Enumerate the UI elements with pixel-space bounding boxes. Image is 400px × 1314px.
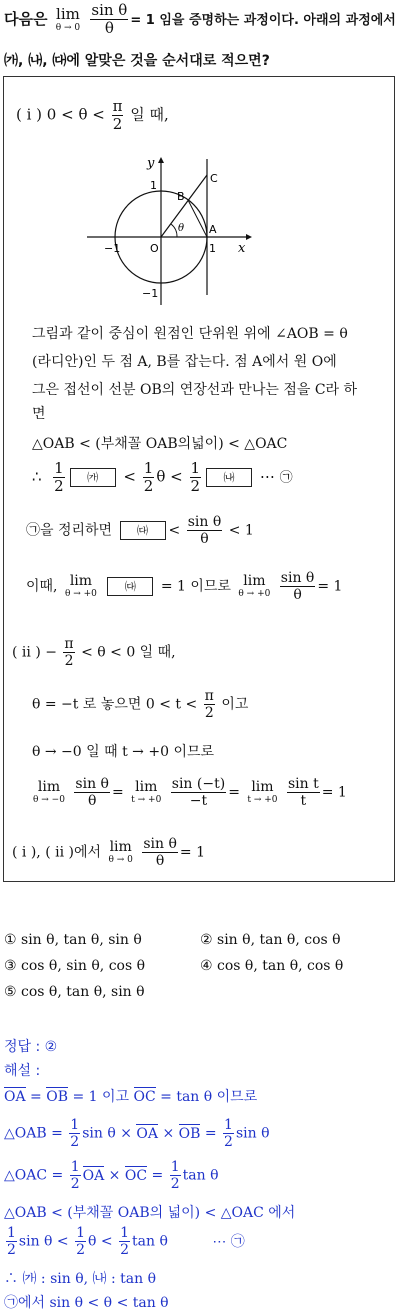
inequality-boxes: ∴ $\frac{1}{2}$ ㈎ < $\frac{1}{2}$ θ < $\frac{1}{2}$ ㈏ ⋯ ㉠ xyxy=(32,459,293,495)
expl-oab: △OAB = $\frac{1}{2}$ sin θ × OA × OB = $\frac{1}{2}$ sin θ xyxy=(4,1117,270,1150)
arrange-line: ㉠을 정리하면 ㈐ < $\frac{\text{sin θ}}{\theta}$ < 1 xyxy=(26,514,254,547)
expl-line-1: OA = OB = 1 이고 OC = tan θ 이므로 xyxy=(4,1089,258,1105)
label-neg1-x: −1 xyxy=(104,242,121,255)
case2-head: ( ii ) − xyxy=(12,644,57,661)
substitution-line: θ = −t 로 놓으면 0 < t < $\frac{\pi}{2}$ 이고 xyxy=(32,688,249,721)
expl-ineq-frac: $\frac{1}{2}$ sin θ < $\frac{1}{2}$ θ < $\frac{1}{2}$ tan θ ⋯ ㉠ xyxy=(7,1225,245,1258)
then-line: 이때, lim θ → +0 ㈐ = 1 이므로 lim θ → +0 $\frac{\text{sin θ}}{\theta}$ = 1 xyxy=(26,570,343,603)
question-frac xyxy=(90,3,128,36)
dots: ⋯ xyxy=(259,467,275,486)
label-neg1-y: −1 xyxy=(142,287,159,300)
blank-da-1: ㈐ xyxy=(120,521,166,540)
chord-ab xyxy=(188,200,207,237)
para-line-4: 면 xyxy=(32,406,46,422)
label-1-x: 1 xyxy=(209,242,216,255)
label-y: y xyxy=(147,156,155,171)
subst-post: 이고 xyxy=(221,696,249,713)
expl-area-ineq: △OAB < (부채꼴 OAB의 넓이) < △OAC 에서 xyxy=(4,1205,296,1221)
arrange-text: ㉠을 정리하면 xyxy=(26,522,113,539)
label-B: B xyxy=(177,190,185,203)
conclusion-text: ( i ), ( ii )에서 xyxy=(12,844,102,861)
angle-arc xyxy=(171,224,177,237)
lt: < xyxy=(168,522,181,539)
blank-ga: ㈎ xyxy=(70,468,116,487)
eq-one-then: = 1 이므로 xyxy=(160,578,231,595)
lt-one: < 1 xyxy=(228,522,254,539)
case1-frac: $\frac{\pi}{2}$ xyxy=(112,97,123,133)
para-line-3: 그은 접선이 선분 OB의 연장선과 만나는 점을 C라 하 xyxy=(32,382,358,398)
circ-1: ㉠ xyxy=(279,470,293,486)
theta-sym: θ xyxy=(156,467,166,486)
limit-chain: lim θ → −0 $\frac{\text{sin θ}}{\theta}$ = lim t → +0 $\frac{\sin (-t)}{-t}$ = lim t → +0 $\frac{\text{sin t}}{t}$ = 1 xyxy=(33,776,347,809)
therefore-symbol: ∴ xyxy=(32,467,42,486)
label-C: C xyxy=(210,172,218,185)
label-x: x xyxy=(238,241,246,256)
label-theta: θ xyxy=(178,223,185,234)
inequality-area: △OAB < (부채꼴 OAB의넓이) < △OAC xyxy=(32,436,288,452)
case1-tail: 일 때, xyxy=(130,105,169,124)
choice-3[interactable]: ③ cos θ, sin θ, cos θ xyxy=(4,958,146,974)
subst-pre: θ = −t 로 놓으면 0 < t < xyxy=(32,696,198,713)
question-lim xyxy=(55,4,81,33)
choice-1[interactable]: ① sin θ, tan θ, sin θ xyxy=(4,932,142,948)
lt: < xyxy=(123,467,136,486)
case2-tail: < θ < 0 일 때, xyxy=(81,644,176,661)
question-line2: ㈎, ㈏, ㈐에 알맞은 것을 순서대로 적으면? xyxy=(4,53,270,69)
limit-direction-line: θ → −0 일 때 t → +0 이므로 xyxy=(32,744,215,760)
choice-5[interactable]: ⑤ cos θ, tan θ, sin θ xyxy=(4,984,145,1000)
frac-num: sin θ xyxy=(91,1,128,19)
expl-last: ㉠에서 sin θ < θ < tan θ xyxy=(4,1295,169,1311)
eq-one: = 1 xyxy=(317,578,343,595)
question-prefix: 다음은 xyxy=(4,10,48,28)
label-O: O xyxy=(150,242,159,255)
lt: < xyxy=(170,467,183,486)
blank-na: ㈏ xyxy=(206,468,252,487)
para-line-1: 그림과 같이 중심이 원점인 단위원 위에 ∠AOB = θ xyxy=(32,326,348,342)
question-suffix: = 1 임을 증명하는 과정이다. 아래의 과정에서 xyxy=(130,13,396,28)
lim-word: lim xyxy=(56,4,80,23)
case1-line xyxy=(16,99,169,132)
answer-label: 정답 : ② xyxy=(4,1039,58,1055)
case1-head: ( i ) 0 < θ < xyxy=(16,105,105,124)
expl-oac: △OAC = $\frac{1}{2}$ OA × OC = $\frac{1}{2}$ tan θ xyxy=(4,1159,219,1192)
case2-line: ( ii ) − $\frac{\pi}{2}$ < θ < 0 일 때, xyxy=(12,636,176,669)
frac-den: θ xyxy=(104,19,114,37)
then-text: 이때, xyxy=(26,578,58,595)
choice-4[interactable]: ④ cos θ, tan θ, cos θ xyxy=(200,958,344,974)
para-line-2: (라디안)인 두 점 A, B를 잡는다. 점 A에서 원 O에 xyxy=(32,354,337,370)
unit-circle-figure xyxy=(84,155,254,313)
proof-panel xyxy=(3,76,395,882)
choice-2[interactable]: ② sin θ, tan θ, cos θ xyxy=(200,932,341,948)
blank-da-2: ㈐ xyxy=(107,577,153,596)
question-line1 xyxy=(4,3,396,36)
label-1-y: 1 xyxy=(150,179,157,192)
explanation-label: 해설 : xyxy=(4,1063,41,1079)
label-A: A xyxy=(209,223,217,236)
conclusion-line: ( i ), ( ii )에서 lim θ → 0 $\frac{\text{sin θ}}{\theta}$ = 1 xyxy=(12,836,206,869)
lim-sub: θ → 0 xyxy=(55,22,81,33)
expl-final: ∴ ㈎ : sin θ, ㈏ : tan θ xyxy=(4,1271,157,1287)
